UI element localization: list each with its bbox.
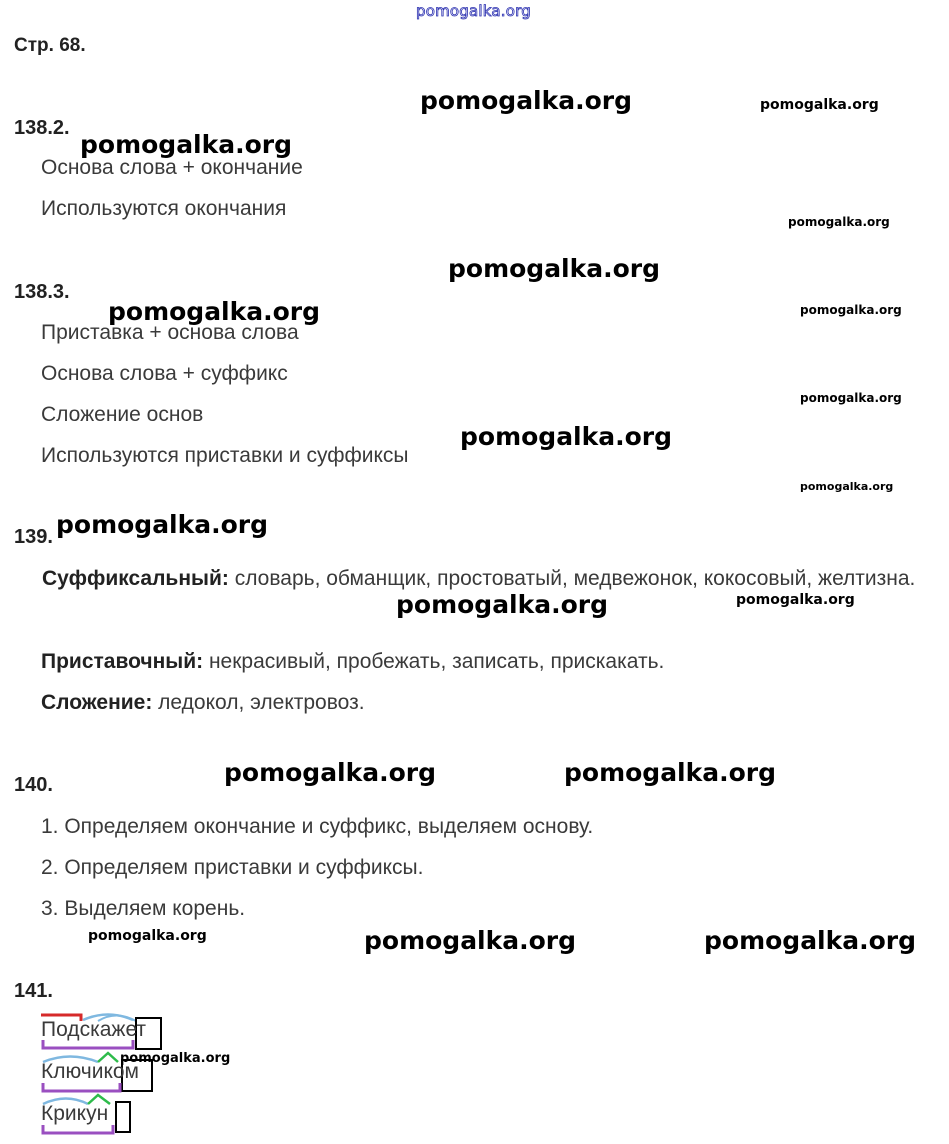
watermark: pomogalka.org	[448, 254, 661, 283]
task-number-141: 141.	[14, 980, 53, 1002]
task-140-step-3: 3. Выделяем корень.	[41, 897, 246, 920]
watermark: pomogalka.org	[788, 215, 890, 229]
suffixal-label: Суффиксальный:	[42, 567, 229, 590]
watermark: pomogalka.org	[760, 97, 879, 113]
watermark: pomogalka.org	[800, 391, 902, 405]
word-podskazhet: Подскажет	[41, 1018, 147, 1041]
stem-bracket	[43, 1083, 120, 1091]
watermark: pomogalka.org	[736, 592, 855, 608]
task-138-2-line-1: Основа слова + окончание	[41, 156, 303, 179]
watermark: pomogalka.org	[420, 86, 633, 115]
watermark: pomogalka.org	[120, 1051, 231, 1066]
watermark: pomogalka.org	[108, 297, 321, 326]
task-140-step-1: 1. Определяем окончание и суффикс, выделяем основу.	[41, 815, 594, 838]
suffixal-words: словарь, обманщик, простоватый, медвежонок, кокосовый, желтизна.	[228, 567, 916, 590]
compound-label: Сложение:	[41, 691, 153, 714]
page-reference: Стр. 68.	[14, 35, 86, 56]
task-138-3-line-4: Используются приставки и суффиксы	[41, 444, 409, 467]
stem-bracket	[43, 1125, 113, 1133]
watermark: pomogalka.org	[224, 758, 437, 787]
top-watermark: pomogalka.org	[416, 2, 531, 20]
task-138-2-line-2: Используются окончания	[41, 197, 287, 220]
prefixal-label: Приставочный:	[41, 650, 204, 673]
compound-words: ледокол, электровоз.	[152, 691, 365, 714]
task-138-3-line-1: Приставка + основа слова	[41, 321, 299, 344]
task-138-3-line-2: Основа слова + суффикс	[41, 362, 288, 385]
watermark: pomogalka.org	[56, 510, 269, 539]
ending-box	[116, 1102, 130, 1132]
watermark: pomogalka.org	[704, 926, 917, 955]
task-140-step-2: 2. Определяем приставки и суффиксы.	[41, 856, 424, 879]
watermark: pomogalka.org	[88, 928, 207, 944]
watermark: pomogalka.org	[460, 422, 673, 451]
watermark: pomogalka.org	[396, 590, 609, 619]
task-138-3-line-3: Сложение основ	[41, 403, 204, 426]
task-number-140: 140.	[14, 774, 53, 796]
task-number-139: 139.	[14, 526, 53, 548]
task-number-138-2: 138.2.	[14, 117, 70, 139]
word-klyuchikom: Ключиком	[41, 1060, 139, 1083]
task-number-138-3: 138.3.	[14, 281, 70, 303]
watermark: pomogalka.org	[364, 926, 577, 955]
prefixal-words: некрасивый, пробежать, записать, прискакать.	[203, 650, 665, 673]
task-139-compound	[41, 691, 365, 715]
watermark: pomogalka.org	[800, 480, 894, 493]
watermark: pomogalka.org	[800, 303, 902, 317]
watermark: pomogalka.org	[80, 130, 293, 159]
task-139-prefixal	[41, 650, 664, 674]
word-krikun: Крикун	[41, 1102, 109, 1125]
watermark: pomogalka.org	[564, 758, 777, 787]
